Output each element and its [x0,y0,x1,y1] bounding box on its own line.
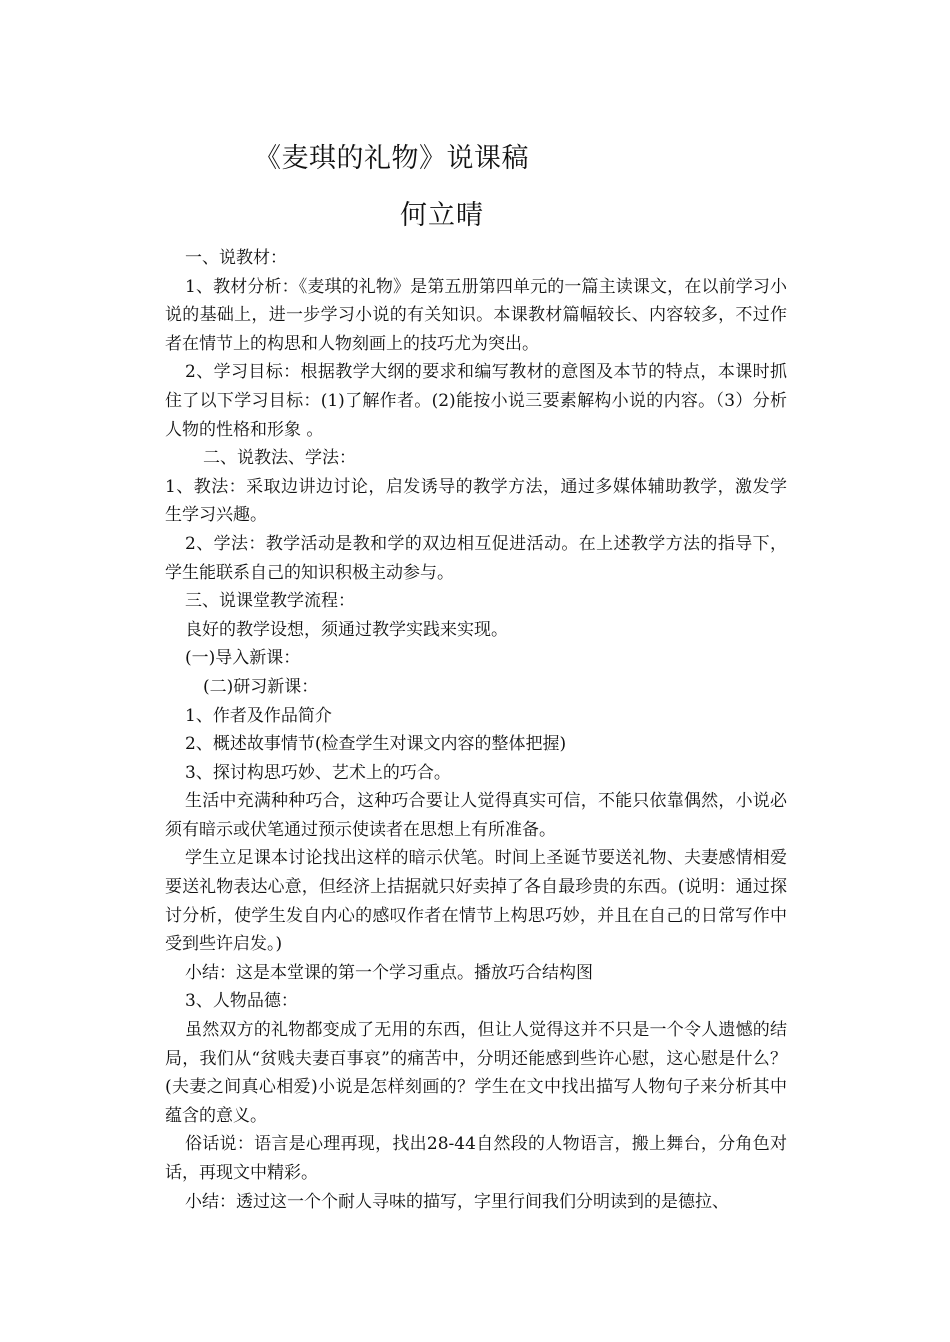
paragraph-summary-two: 小结：透过这一个个耐人寻味的描写，字里行间我们分明读到的是德拉、 [185,1191,729,1212]
paragraph-learning-goals: 2、学习目标：根据教学大纲的要求和编写教材的意图及本节的特点，本课时抓住了以下学习目标：(1)了解作者。(2)能按小说三要素解构小说的内容。（3）分析人物的性格和形象 。 [165,362,787,440]
list-item-plot-summary: 2、概述故事情节(检查学生对课文内容的整体把握) [185,734,567,755]
list-item-ingenious-plot: 3、探讨构思巧妙、艺术上的巧合。 [185,762,451,783]
document-title: 《麦琪的礼物》说课稿 [254,143,529,174]
paragraph-good-design: 良好的教学设想，须通过教学实践来实现。 [185,619,508,640]
paragraph-foreshadowing: 学生立足课本讨论找出这样的暗示伏笔。时间上圣诞节要送礼物、夫妻感情相爱要送礼物表达心意，但经济上拮据就只好卖掉了各自最珍贵的东西。(说明：通过探讨分析，使学生发自内心的感叹作者在情节上构思巧妙，并且在自己的日常写作中受到些许启发。) [165,848,787,955]
list-item-author-intro: 1、作者及作品简介 [185,705,332,726]
subheading-introduce-lesson: (一)导入新课： [185,648,301,669]
section-heading-classroom-process: 三、说课堂教学流程： [185,591,355,612]
section-heading-teaching-material: 一、说教材： [185,248,287,268]
paragraph-coincidence: 生活中充满种种巧合，这种巧合要让人觉得真实可信，不能只依靠偶然，小说必须有暗示或伏笔通过预示使读者在思想上有所准备。 [165,791,787,840]
paragraph-useless-gifts: 虽然双方的礼物都变成了无用的东西，但让人觉得这并不只是一个令人遗憾的结局，我们从“贫贱夫妻百事哀”的痛苦中，分明还能感到些许心慰，这心慰是什么？(夫妻之间真心相爱)小说是怎样刻画的？学生在文中找出描写人物句子来分析其中蕴含的意义。 [165,1020,787,1126]
paragraph-learning-method: 2、学法：教学活动是教和学的双边相互促进活动。在上述教学方法的指导下，学生能联系自己的知识积极主动参与。 [165,533,787,583]
paragraph-dialogue-reenactment: 俗话说：语言是心理再现，找出28-44自然段的人物语言，搬上舞台，分角色对话，再现文中精彩。 [165,1134,787,1183]
subheading-study-lesson: (二)研习新课： [203,676,319,697]
document-body [165,244,787,1216]
section-heading-teaching-methods: 二、说教法、学法： [203,448,356,469]
list-item-character-virtue: 3、人物品德： [185,991,298,1012]
paragraph-material-analysis: 1、教材分析：《麦琪的礼物》是第五册第四单元的一篇主读课文，在以前学习小说的基础上，进一步学习小说的有关知识。本课教材篇幅较长、内容较多，不过作者在情节上的构思和人物刻画上的技巧尤为突出。 [165,276,787,354]
document-author: 何立晴 [400,200,484,231]
paragraph-summary-one: 小结：这是本堂课的第一个学习重点。播放巧合结构图 [185,962,593,983]
paragraph-teaching-method: 1、教法：采取边讲边讨论，启发诱导的教学方法，通过多媒体辅助教学，激发学生学习兴趣。 [165,476,787,526]
